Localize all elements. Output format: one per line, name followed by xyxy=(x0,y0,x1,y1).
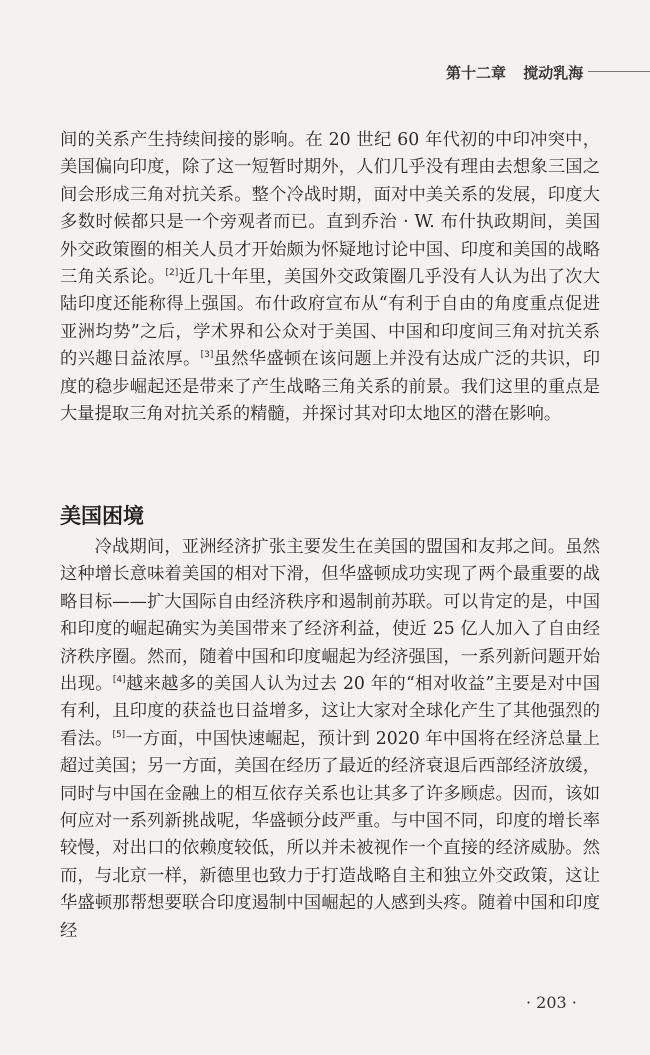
footnote-ref: [5] xyxy=(112,729,126,740)
chapter-title: 搅动乳海 xyxy=(523,64,584,82)
section-heading: 美国困境 xyxy=(60,504,144,528)
page-number: · 203 · xyxy=(526,993,577,1012)
section-body xyxy=(60,534,600,945)
paragraph-text: 一方面，中国快速崛起，预计到 2020 年中国将在经济总量上超过美国；另一方面，美国在经历了最近的经济衰退后西部经济放缓，同时与中国在金融上的相互依存关系也让其多了许多顾虑。因而，该如何应对一系列新挑战呢，华盛顿分歧严重。与中国不同，印度的增长率较慢，对出口的依赖度较低，所以并未被视作一个直接的经济威胁。然而，与北京一样，新德里也致力于打造战略自主和独立外交政策，这让华盛顿那帮想要联合印度遏制中国崛起的人感到头疼。随着中国和印度经 xyxy=(60,728,600,941)
paragraph-continued xyxy=(60,127,600,428)
header-rule xyxy=(588,71,650,72)
paragraph-text: 越来越多的美国人认为过去 20 年的“相对收益”主要是对中国有利，且印度的获益也日益增多，这让大家对全球化产生了其他强烈的看法。 xyxy=(60,674,600,749)
paragraph-text: 虽然华盛顿在该问题上并没有达成广泛的共识，印度的稳步崛起还是带来了产生战略三角关系的前景。我们这里的重点是大量提取三角对抗关系的精髓，并探讨其对印太地区的潜在影响。 xyxy=(60,349,600,425)
paragraph-text: 间的关系产生持续间接的影响。在 20 世纪 60 年代初的中印冲突中，美国偏向印度，除了这一短暂时期外，人们几乎没有理由去想象三国之间会形成三角对抗关系。整个冷战时期，面对中美关系的发展，印度大多数时候都只是一个旁观者而已。直到乔治 · W. 布什执政期间，美国外交政策圈的相关人员才开始颇为怀疑地讨论中国、印度和美国的战略三角关系论。 xyxy=(60,130,600,288)
paragraph-text: 近几十年里，美国外交政策圈几乎没有人认为出了次大陆印度还能称得上强国。布什政府宣布从“有利于自由的角度重点促进亚洲均势”之后，学术界和公众对于美国、中国和印度间三角对抗关系的兴趣日益浓厚。 xyxy=(60,267,600,370)
paragraph-text: 冷战期间，亚洲经济扩张主要发生在美国的盟国和友邦之间。虽然这种增长意味着美国的相对下滑，但华盛顿成功实现了两个最重要的战略目标——扩大国际自由经济秩序和遏制前苏联。可以肯定的是，中国和印度的崛起确实为美国带来了经济利益，使近 25 亿人加入了自由经济秩序圈。然而，随着中国和印度崛起为经济强国，一系列新问题开始出现。 xyxy=(60,537,600,695)
running-head xyxy=(446,62,583,83)
footnote-ref: [3] xyxy=(200,350,214,361)
footnote-ref: [4] xyxy=(112,675,126,686)
chapter-number: 第十二章 xyxy=(446,64,507,82)
footnote-ref: [2] xyxy=(165,268,179,279)
